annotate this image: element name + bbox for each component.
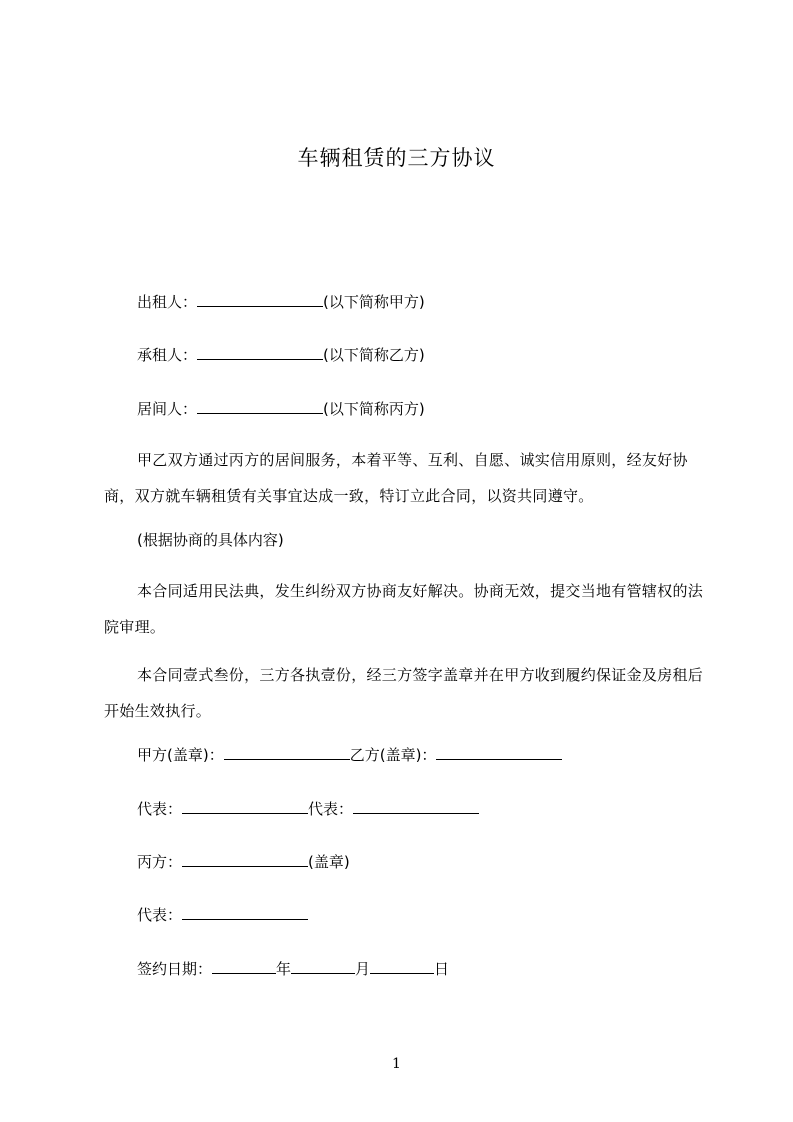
broker-line xyxy=(137,398,425,419)
party-a-blank[interactable] xyxy=(224,744,350,760)
party-a-label: 甲方(盖章)： xyxy=(137,746,224,764)
lessee-label: 承租人： xyxy=(137,346,198,364)
year-blank[interactable] xyxy=(212,958,276,974)
lessee-blank[interactable] xyxy=(197,344,323,360)
lessee-suffix: (以下简称乙方) xyxy=(323,346,425,364)
date-label: 签约日期： xyxy=(137,960,213,978)
broker-blank[interactable] xyxy=(197,398,323,414)
rep-1-label: 代表： xyxy=(137,800,183,818)
rep-3-label: 代表： xyxy=(137,906,183,924)
party-b-blank[interactable] xyxy=(436,744,562,760)
day-blank[interactable] xyxy=(370,958,434,974)
date-line xyxy=(137,958,449,979)
broker-label: 居间人： xyxy=(137,400,198,418)
rep-2-label: 代表： xyxy=(308,800,354,818)
party-b-label: 乙方(盖章)： xyxy=(349,746,437,764)
lessee-line xyxy=(137,344,425,365)
party-c-seal: (盖章) xyxy=(308,853,350,871)
broker-suffix: (以下简称丙方) xyxy=(323,400,425,418)
rep-1-blank[interactable] xyxy=(182,798,308,814)
rep-2-blank[interactable] xyxy=(353,798,479,814)
party-c-line xyxy=(137,851,350,872)
month-blank[interactable] xyxy=(291,958,355,974)
rep-3-blank[interactable] xyxy=(182,904,308,920)
copies-paragraph: 本合同壹式叁份，三方各执壹份，经三方签字盖章并在甲方收到履约保证金及房租后开始生效执行。 xyxy=(104,666,704,720)
party-ab-signature-line xyxy=(137,744,562,765)
lessor-label: 出租人： xyxy=(137,293,198,311)
party-c-label: 丙方： xyxy=(137,853,183,871)
party-c-blank[interactable] xyxy=(182,851,308,867)
intro-paragraph: 甲乙双方通过丙方的居间服务，本着平等、互利、自愿、诚实信用原则，经友好协商，双方就车辆租赁有关事宜达成一致，特订立此合同，以资共同遵守。 xyxy=(104,451,688,505)
dispute-paragraph: 本合同适用民法典，发生纠纷双方协商友好解决。协商无效，提交当地有管辖权的法院审理。 xyxy=(104,582,704,636)
year-label: 年 xyxy=(276,960,292,978)
lessor-blank[interactable] xyxy=(197,291,323,307)
representatives-line xyxy=(137,798,479,819)
rep-3-line xyxy=(137,904,308,925)
content-note: (根据协商的具体内容) xyxy=(137,531,284,549)
lessor-suffix: (以下简称甲方) xyxy=(323,293,425,311)
page-title: 车辆租赁的三方协议 xyxy=(297,146,496,170)
page-number: 1 xyxy=(392,1056,401,1072)
lessor-line xyxy=(137,291,425,312)
day-label: 日 xyxy=(434,960,450,978)
month-label: 月 xyxy=(355,960,371,978)
